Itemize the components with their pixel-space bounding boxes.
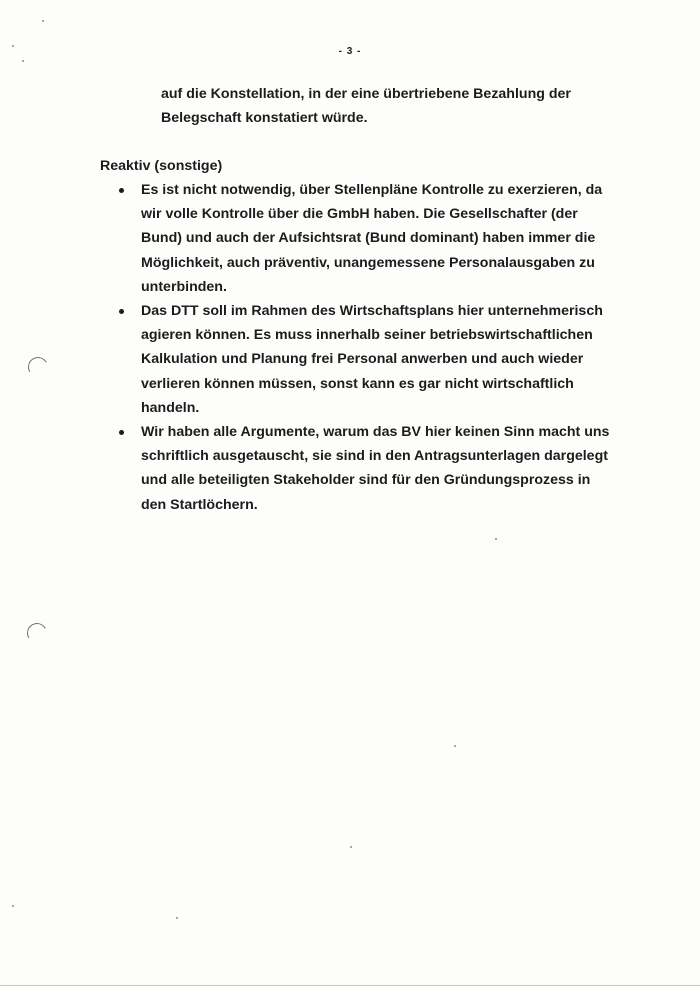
scan-speck xyxy=(454,745,456,747)
scan-speck xyxy=(22,60,24,62)
bullet-text-line: handeln. xyxy=(141,399,200,416)
bullet-text-line: Das DTT soll im Rahmen des Wirtschaftsplans hier unternehmerisch xyxy=(141,303,603,320)
bullet-text-line: verlieren können müssen, sonst kann es gar nicht wirtschaftlich xyxy=(141,375,574,392)
intro-paragraph xyxy=(161,82,621,130)
bullet-icon xyxy=(119,188,124,193)
bullet-text-line: schriftlich ausgetauscht, sie sind in den Antragsunterlagen dargelegt xyxy=(141,448,608,465)
bullet-item-dtt xyxy=(100,299,620,420)
bullet-text-line: Kalkulation und Planung frei Personal anwerben und auch wieder xyxy=(141,351,584,368)
bullet-text-line: wir volle Kontrolle über die GmbH haben. Die Gesellschafter (der xyxy=(141,206,578,223)
punch-hole-mark-lower xyxy=(25,621,49,645)
bullet-item-stellenplaene xyxy=(100,178,620,299)
page-number: - 3 - xyxy=(338,46,362,57)
scan-speck xyxy=(42,20,44,22)
bullet-icon xyxy=(119,430,124,435)
bullet-text-line: Es ist nicht notwendig, über Stellenpläne Kontrolle zu exerzieren, da xyxy=(141,182,603,198)
bullet-text-line: den Startlöchern. xyxy=(141,496,258,513)
bullet-text-line: agieren können. Es muss innerhalb seiner betriebswirtschaftlichen xyxy=(141,327,593,344)
scan-speck xyxy=(176,917,178,919)
bullet-icon xyxy=(119,309,124,314)
scan-speck xyxy=(12,45,14,47)
scan-speck xyxy=(495,538,497,540)
scan-bottom-edge xyxy=(0,985,700,986)
bullet-item-argumente xyxy=(100,420,620,517)
bullet-text-line: unterbinden. xyxy=(141,278,227,295)
bullet-text-line: Bund) und auch der Aufsichtsrat (Bund dominant) haben immer die xyxy=(141,230,596,247)
scan-speck xyxy=(12,905,14,907)
punch-hole-mark-upper xyxy=(26,355,50,379)
section-heading: Reaktiv (sonstige) xyxy=(100,158,223,174)
bullet-list xyxy=(100,178,620,517)
bullet-text-line: und alle beteiligten Stakeholder sind für den Gründungsprozess in xyxy=(141,472,591,489)
intro-line: Belegschaft konstatiert würde. xyxy=(161,110,368,126)
scan-speck xyxy=(350,846,352,848)
bullet-text-line: Möglichkeit, auch präventiv, unangemessene Personalausgaben zu xyxy=(141,254,595,271)
intro-line: auf die Konstellation, in der eine übertriebene Bezahlung der xyxy=(161,86,571,102)
bullet-text-line: Wir haben alle Argumente, warum das BV hier keinen Sinn macht uns xyxy=(141,424,610,441)
